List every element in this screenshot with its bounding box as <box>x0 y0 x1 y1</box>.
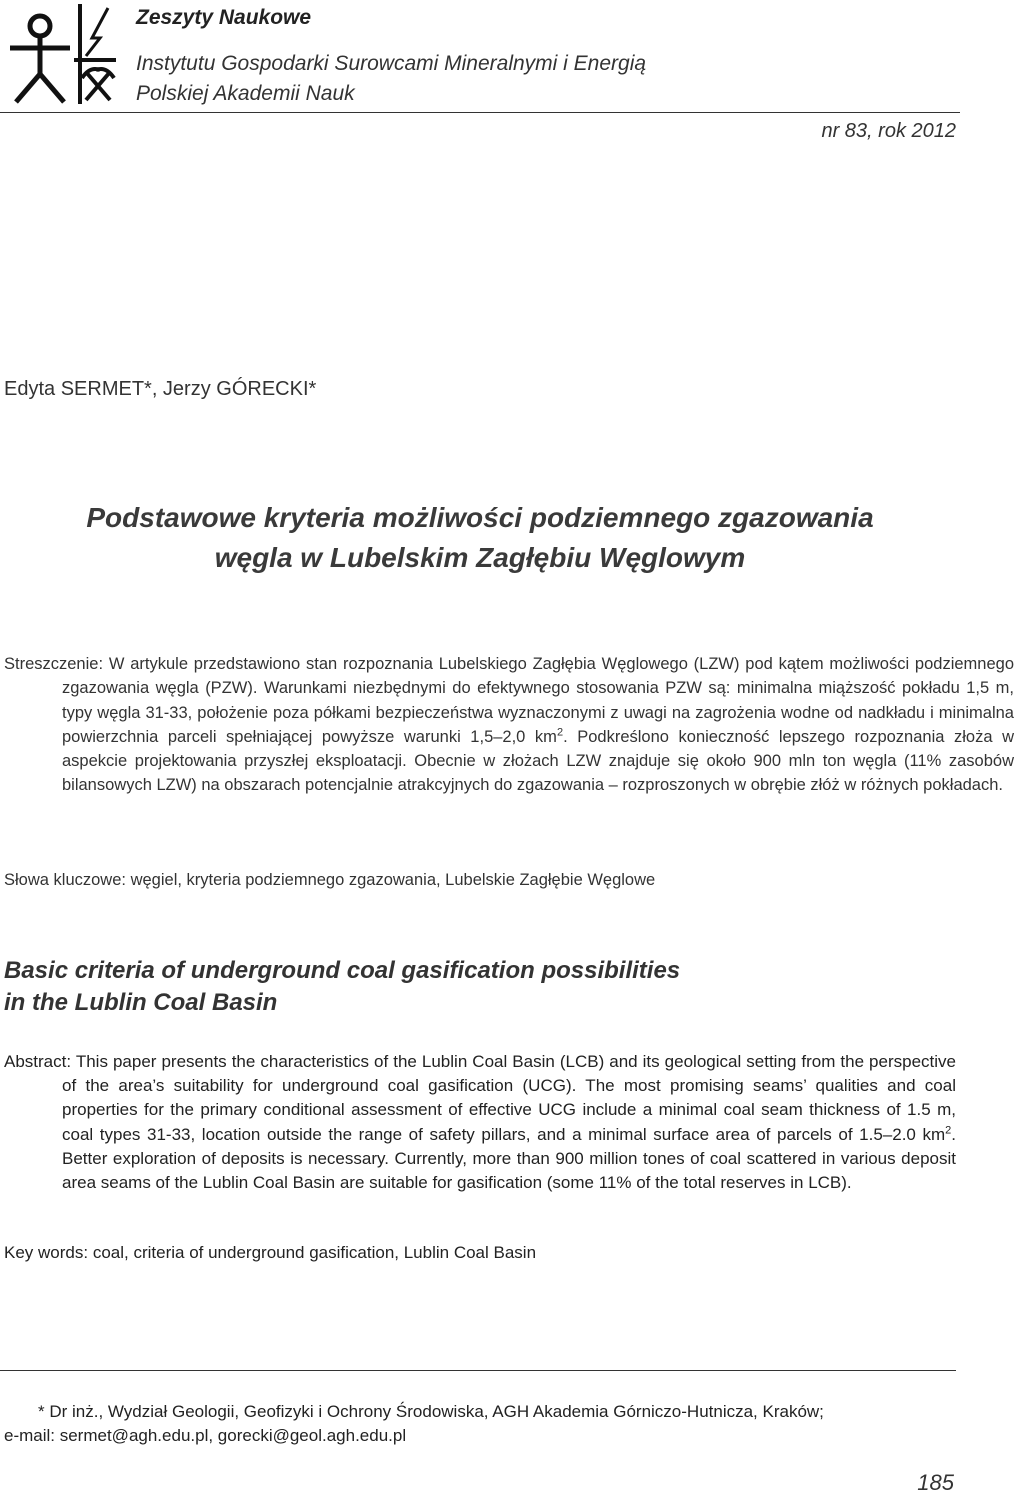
keywords-en-label: Key words: <box>4 1243 89 1262</box>
abstract-en <box>4 1050 956 1195</box>
title-pl-line-2: węgla w Lubelskim Zagłębiu Węglowym <box>214 542 746 573</box>
abstract-pl-text-cont: . Podkreślono konieczność lepszego rozpoznania złoża w aspekcie projektowania przyszłej eksploatacji. Obecnie w złożach LZW znajduje się około 900 mln ton węgla (11% zasobów bilansowych LZW) na obszarach potencjalnie atrakcyjnych do zgazowania – rozproszonych w obrębie złóż w różnych pokładach. <box>62 727 1014 795</box>
keywords-pl-text: węgiel, kryteria podziemnego zgazowania, Lubelskie Zagłębie Węglowe <box>130 871 656 889</box>
keywords-pl <box>4 868 956 892</box>
superscript: 2 <box>556 726 564 739</box>
abstract-pl <box>4 652 1014 798</box>
title-en-line-2: in the Lublin Coal Basin <box>4 989 278 1016</box>
journal-title: Zeszyty Naukowe <box>136 6 312 29</box>
footnote-divider <box>0 1370 956 1371</box>
superscript: 2 <box>945 1123 952 1136</box>
abstract-en-text: This paper presents the characteristics of the Lublin Coal Basin (LCB) and its geological setting from the perspective of the area’s suitability for underground coal gasification (UCG). The most promising seams’ qualities and coal properties for the primary conditional assessment of effective UCG include a minimal coal seam thickness of 1.5 m, coal types 31-33, location outside the range of safety pillars, and a minimal surface area of parcels of 1.5–2.0 km <box>62 1052 956 1144</box>
issue-number: nr 83, rok 2012 <box>821 120 956 142</box>
title-en-line-1: Basic criteria of underground coal gasification possibilities <box>4 957 681 984</box>
abstract-en-text-cont: . Better exploration of deposits is necessary. Currently, more than 900 million tones of coal scattered in various deposit area seams of the Lublin Coal Basin are suitable for gasification (some 11% of the total reserves in LCB). <box>62 1124 956 1193</box>
title-pl-line-1: Podstawowe kryteria możliwości podziemnego zgazowania <box>86 502 874 533</box>
header-divider <box>0 112 960 113</box>
institute-line-2: Polskiej Akademii Nauk <box>136 82 355 105</box>
keywords-pl-label: Słowa kluczowe: <box>4 871 126 889</box>
page-number: 185 <box>917 1470 954 1495</box>
abstract-pl-label: Streszczenie: <box>4 655 104 673</box>
institute-line-1: Instytutu Gospodarki Surowcami Mineralnymi i Energią <box>136 52 647 75</box>
institute-logo <box>4 4 116 104</box>
keywords-en <box>4 1241 956 1265</box>
footnote-line-1: * Dr inż., Wydział Geologii, Geofizyki i Ochrony Środowiska, AGH Akademia Górniczo-Hutnicza, Kraków; <box>38 1402 824 1421</box>
keywords-en-text: coal, criteria of underground gasification, Lublin Coal Basin <box>92 1243 537 1262</box>
abstract-en-label: Abstract: <box>4 1052 72 1071</box>
footnote-line-2: e-mail: sermet@agh.edu.pl, gorecki@geol.agh.edu.pl <box>4 1426 407 1445</box>
authors: Edyta SERMET*, Jerzy GÓRECKI* <box>4 378 317 400</box>
abstract-pl-text: W artykule przedstawiono stan rozpoznania Lubelskiego Zagłębia Węglowego (LZW) pod kątem możliwości podziemnego zgazowania węgla (PZW). Warunkami niezbędnymi do efektywnego stosowania PZW są: minimalna miąższość pokładu 1,5 m, typy węgla 31-33, położenie poza półkami bezpieczeństwa wyznaczonymi z uwagi na zagrożenia wodne od nadkładu i minimalna powierzchnia parceli spełniającej powyższe warunki 1,5–2,0 km <box>62 655 1014 746</box>
